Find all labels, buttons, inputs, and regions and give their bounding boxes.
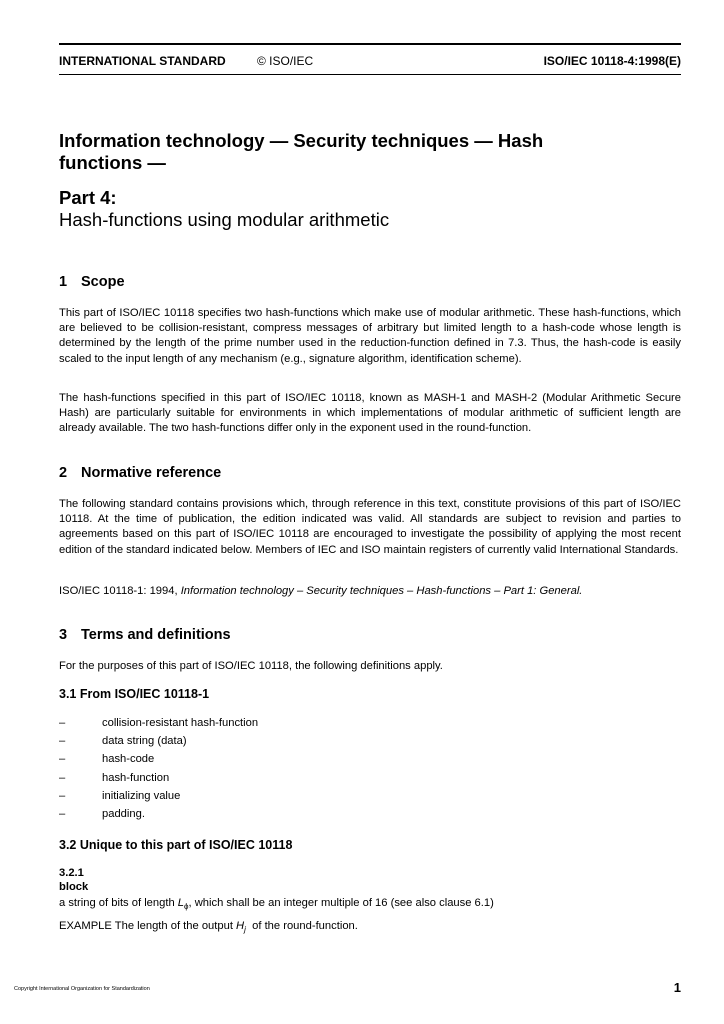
section-number: 1 bbox=[59, 274, 68, 290]
header-copyright: © ISO/IEC bbox=[257, 54, 314, 68]
top-rule bbox=[59, 43, 681, 45]
part-title: Hash-functions using modular arithmetic bbox=[59, 209, 390, 230]
list-item bbox=[59, 807, 145, 822]
list-dash: – bbox=[59, 808, 66, 820]
section-1-heading bbox=[59, 274, 125, 290]
header-document-number: ISO/IEC 10118-4:1998(E) bbox=[543, 54, 681, 68]
section-number: 3 bbox=[59, 627, 68, 643]
example-variable: H bbox=[236, 920, 245, 932]
normative-reference-paragraph: The following standard contains provisions which, through reference in this text, constitute provisions of this part of ISO/IEC 10118. At the time of publication, the edition indicated was valid. All standards are subject to revision and parties to agreements based on this part of ISO/IEC 10118 are encouraged to investigate the possibility of applying the most recent edition of the standard indicated below. Members of IEC and ISO maintain registers of currently valid International Standards. bbox=[59, 498, 681, 556]
definition-term: block bbox=[59, 881, 89, 893]
list-item bbox=[59, 734, 187, 749]
header-rule bbox=[59, 74, 681, 75]
term-label: hash-code bbox=[102, 753, 155, 765]
definition-variable-subscript: ϕ bbox=[184, 902, 189, 912]
subsection-3-1-heading: 3.1 From ISO/IEC 10118-1 bbox=[59, 687, 210, 701]
section-number: 2 bbox=[59, 465, 68, 481]
header-standard-label: INTERNATIONAL STANDARD bbox=[59, 54, 226, 68]
scope-paragraph-1: This part of ISO/IEC 10118 specifies two hash-functions which make use of modular arithmetic. These hash-functions, which are believed to be collision-resistant, compress messages of arbitrary but limited length to a hash-code whose length is determined by the length of the prime number used in the reduction-function defined in 7.3. Thus, the hash-code is easily scaled to the input length of any mechanism (e.g., signature algorithm, identification scheme). bbox=[59, 307, 681, 365]
scope-paragraph-2: The hash-functions specified in this part of ISO/IEC 10118, known as MASH-1 and MASH-2 (Modular Arithmetic Secure Hash) are particularly suitable for environments in which implementations of modular arithmetic of sufficient length are already available. The two hash-functions differ only in the exponent used in the round-function. bbox=[59, 392, 681, 435]
section-2-heading bbox=[59, 465, 221, 481]
part-label: Part 4: bbox=[59, 187, 117, 208]
list-dash: – bbox=[59, 735, 66, 747]
section-title: Terms and definitions bbox=[81, 627, 231, 643]
example-note bbox=[59, 919, 358, 937]
list-item bbox=[59, 771, 169, 786]
example-variable-subscript: j bbox=[244, 925, 246, 935]
list-dash: – bbox=[59, 790, 66, 802]
term-label: data string (data) bbox=[102, 735, 187, 747]
list-dash: – bbox=[59, 772, 66, 784]
definition-text-start: a string of bits of length bbox=[59, 897, 178, 909]
example-text-end: of the round-function. bbox=[245, 920, 358, 932]
term-label: padding. bbox=[102, 808, 145, 820]
reference-title: Information technology – Security techniques – Hash-functions – Part 1: General. bbox=[180, 585, 583, 597]
definitions-intro: For the purposes of this part of ISO/IEC 10118, the following definitions apply. bbox=[59, 660, 443, 672]
reference-number: ISO/IEC 10118-1: 1994, bbox=[59, 585, 178, 597]
definition-text-end: , which shall be an integer multiple of 16 (see also clause 6.1) bbox=[188, 897, 494, 909]
definition-variable: L bbox=[177, 897, 185, 909]
normative-reference-entry bbox=[59, 584, 582, 599]
term-label: collision-resistant hash-function bbox=[102, 717, 259, 729]
list-item bbox=[59, 789, 180, 804]
term-label: initializing value bbox=[102, 790, 181, 802]
definition-text bbox=[59, 896, 494, 914]
document-title-line1: Information technology — Security techniques — Hash bbox=[59, 130, 544, 151]
term-label: hash-function bbox=[102, 772, 170, 784]
subsection-3-2-heading: 3.2 Unique to this part of ISO/IEC 10118 bbox=[59, 838, 293, 852]
section-title: Scope bbox=[81, 274, 125, 290]
list-item bbox=[59, 716, 258, 731]
page-number: 1 bbox=[673, 980, 681, 995]
section-3-heading bbox=[59, 627, 231, 643]
list-dash: – bbox=[59, 753, 66, 765]
list-dash: – bbox=[59, 717, 66, 729]
document-title-line2: functions — bbox=[59, 152, 166, 173]
footer-copyright: Copyright International Organization for Standardization bbox=[14, 986, 150, 992]
definition-number: 3.2.1 bbox=[59, 867, 84, 879]
list-item bbox=[59, 752, 154, 767]
example-text-start: EXAMPLE The length of the output bbox=[59, 920, 237, 932]
section-title: Normative reference bbox=[81, 465, 222, 481]
